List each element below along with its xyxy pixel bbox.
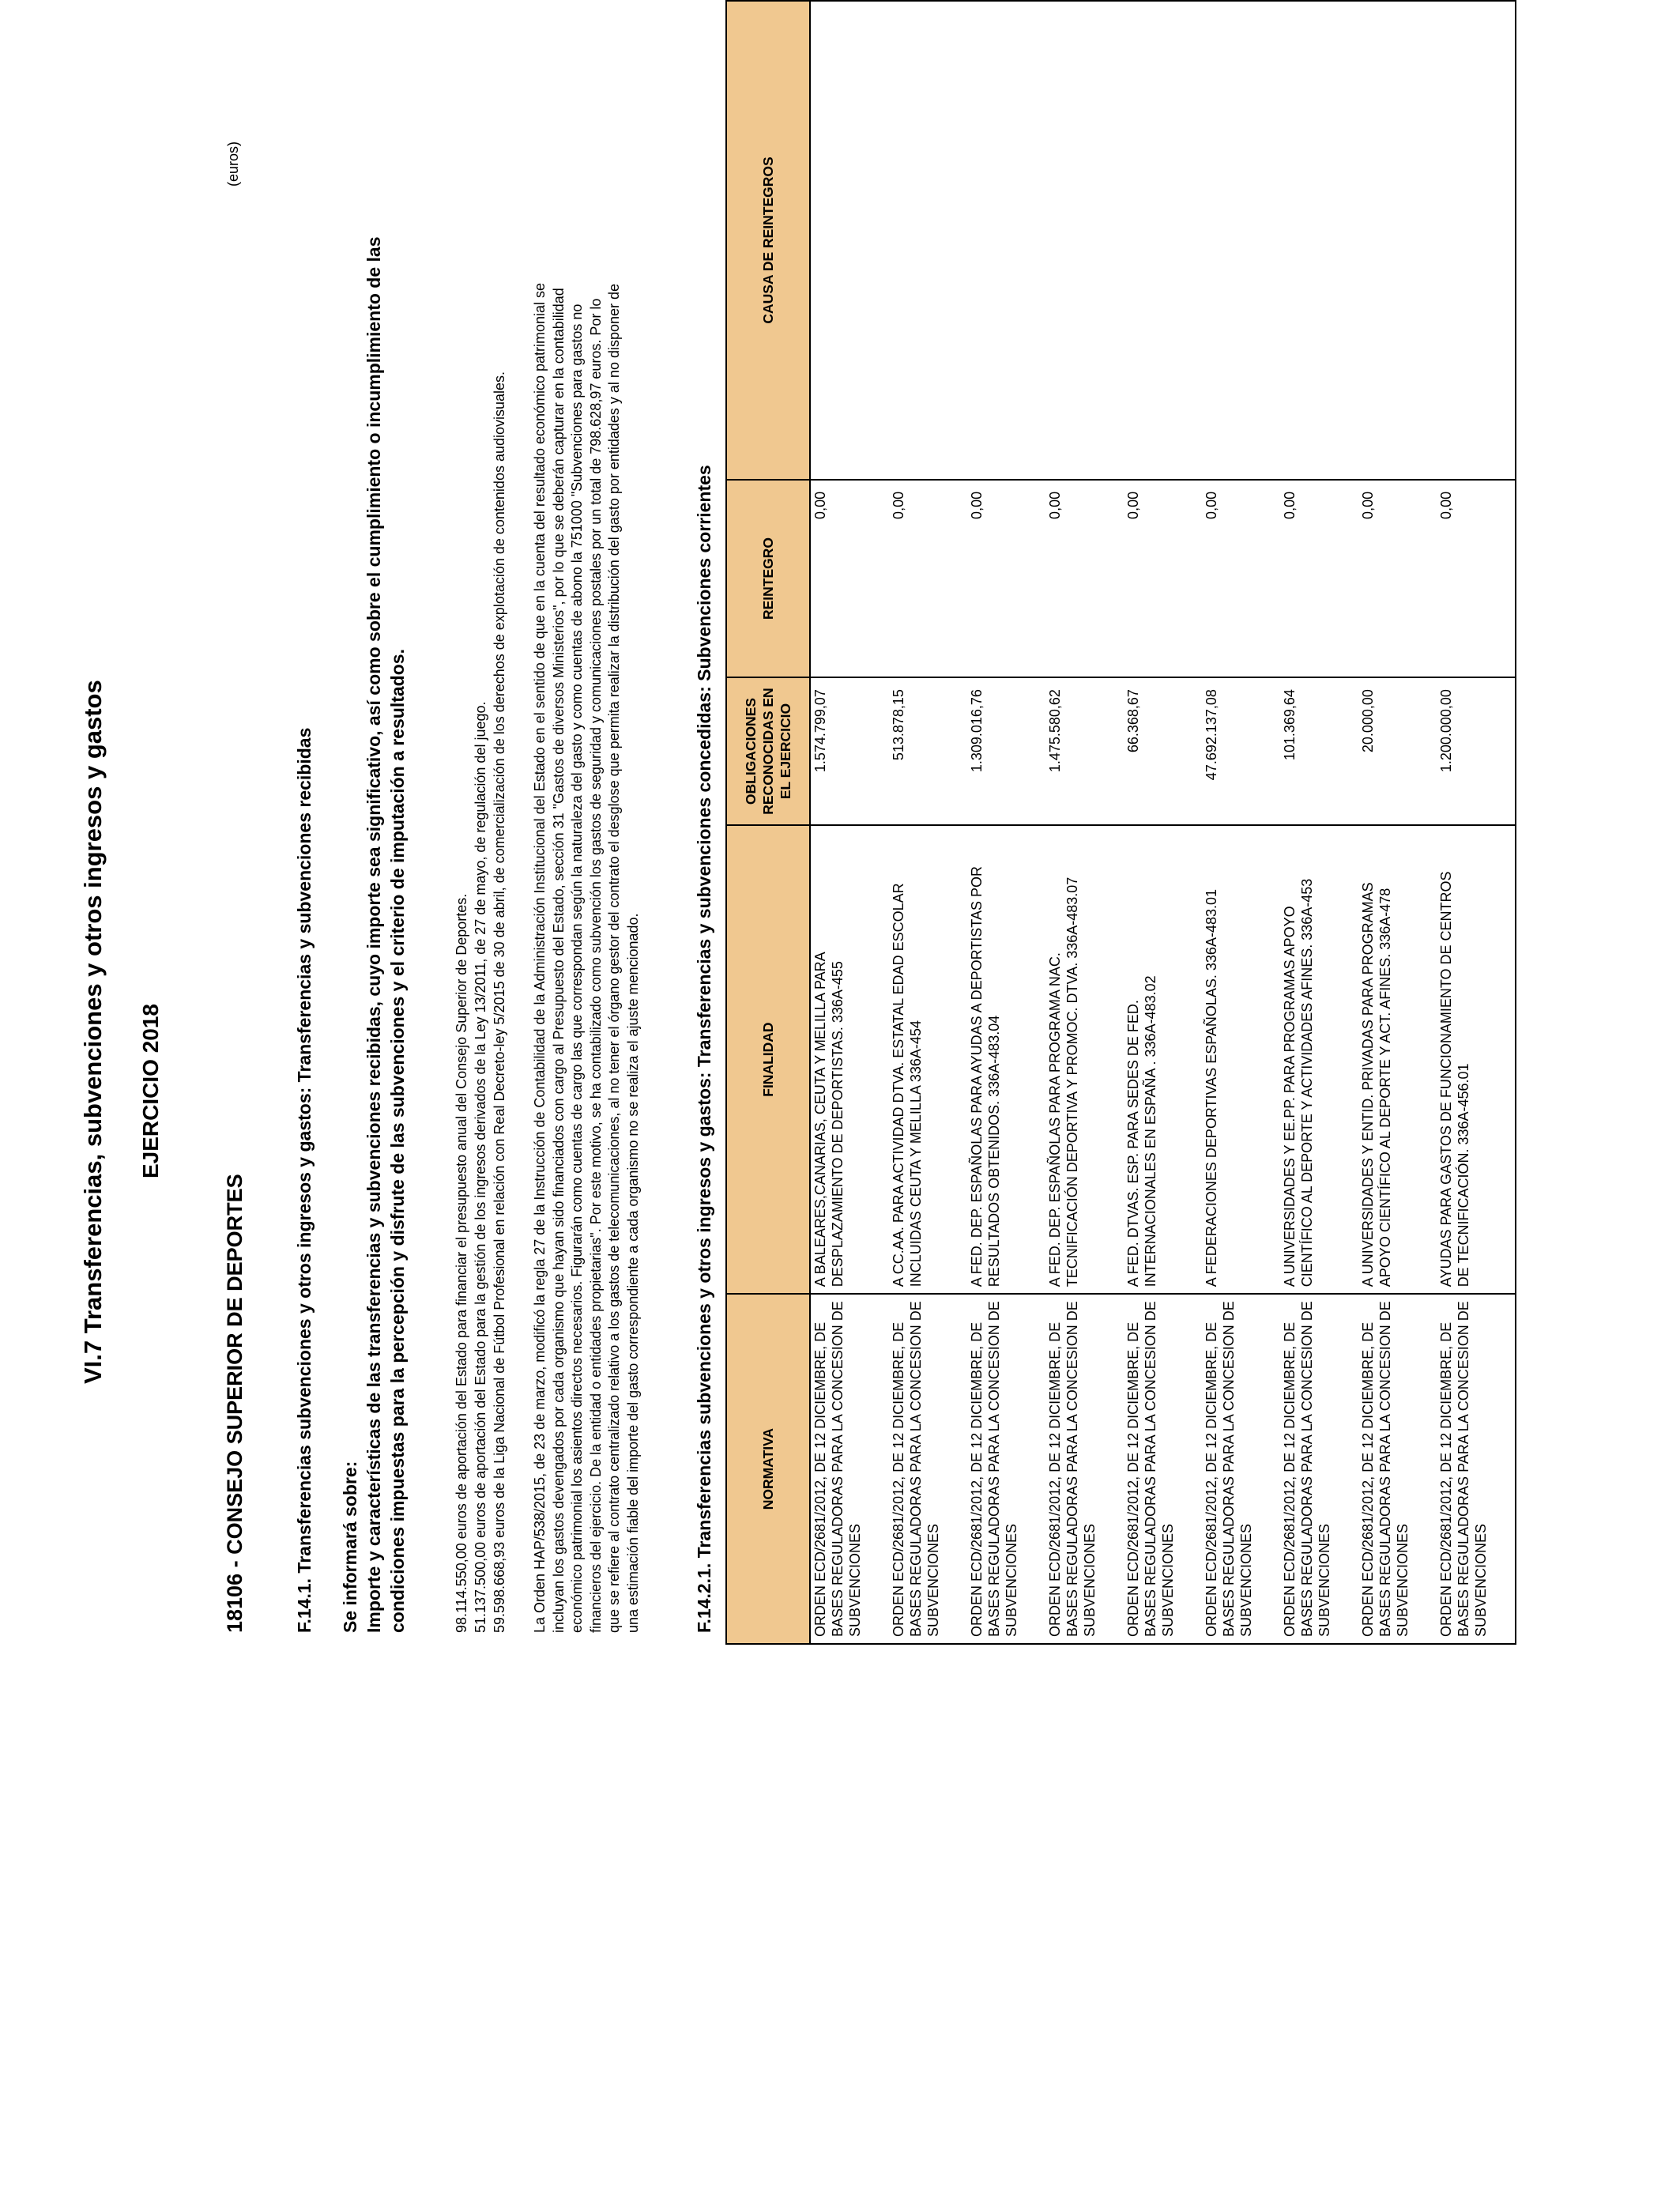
normativa-cell — [1437, 1294, 1516, 1644]
normativa-line: ORDEN ECD/2681/2012, DE 12 DICIEMBRE, DE — [1125, 1321, 1141, 1637]
normativa-line: BASES REGULADORAS PARA LA CONCESION DE — [986, 1301, 1002, 1637]
col-finalidad-header: FINALIDAD — [726, 825, 810, 1294]
reintegro-cell: 0,00 — [1280, 480, 1358, 677]
normativa-cell — [1202, 1294, 1280, 1644]
normativa-line: ORDEN ECD/2681/2012, DE 12 DICIEMBRE, DE — [812, 1321, 828, 1637]
inform-line: Importe y características de las transferencias y subvenciones recibidas, cuyo importe sea significativo, así como sobre el cumplimiento o incumplimiento de las — [363, 236, 384, 1633]
causa-cell — [1045, 1, 1124, 480]
finalidad-line: INCLUIDAS CEUTA Y MELILLA 336A-454 — [908, 1020, 924, 1287]
normativa-line: ORDEN ECD/2681/2012, DE 12 DICIEMBRE, DE — [1282, 1321, 1298, 1637]
causa-cell — [810, 1, 889, 480]
normativa-cell — [1124, 1294, 1202, 1644]
paragraph-line: financieros del ejercicio. De la entidad o entidades propietarias". Por este motivo, se ha contabilizado como subvención los gastos de seguridad y comunicaciones postales por un total de 798.628,97 euros. Por lo — [587, 298, 604, 1633]
normativa-line: BASES REGULADORAS PARA LA CONCESION DE — [1377, 1301, 1393, 1637]
causa-cell — [889, 1, 967, 480]
col-reintegro-header: REINTEGRO — [726, 480, 810, 677]
normativa-cell — [967, 1294, 1045, 1644]
causa-cell — [1280, 1, 1358, 480]
obligaciones-cell: 1.200.000,00 — [1437, 677, 1516, 825]
paragraph-line: La Orden HAP/538/2015, de 23 de marzo, modificó la regla 27 de la Instrucción de Contabilidad de la Administración Institucional del Estado en el sentido de que en la cuenta del resultado económico patrimonial se — [532, 282, 548, 1633]
normativa-line: SUBVENCIONES — [1395, 1523, 1411, 1637]
obligaciones-cell: 66.368,67 — [1124, 677, 1202, 825]
normativa-line: SUBVENCIONES — [1004, 1523, 1019, 1637]
finalidad-line: A FED. DTVAS. ESP. PARA SEDES DE FED. — [1125, 1000, 1141, 1287]
inform-line: condiciones impuestas para la percepción y disfrute de las subvenciones y el criterio de imputación a resultados. — [387, 649, 408, 1633]
normativa-line: BASES REGULADORAS PARA LA CONCESION DE — [908, 1301, 924, 1637]
col-obligaciones-header: OBLIGACIONES RECONOCIDAS EN EL EJERCICIO — [726, 677, 810, 825]
normativa-line: BASES REGULADORAS PARA LA CONCESION DE — [1221, 1301, 1237, 1637]
finalidad-cell — [1358, 825, 1437, 1294]
paragraph-line: una estimación fiable del importe del gasto correspondiente a cada organismo no se realiza el ajuste mencionado. — [624, 913, 641, 1633]
finalidad-line: DESPLAZAMIENTO DE DEPORTISTAS. 336A-455 — [830, 961, 846, 1287]
finalidad-line: A BALEARES,CANARIAS, CEUTA Y MELILLA PARA — [812, 952, 828, 1287]
table-row — [967, 1, 1045, 1644]
finalidad-line: INTERNACIONALES EN ESPAÑA . 336A-483.02 — [1143, 975, 1158, 1287]
reintegro-cell: 0,00 — [1202, 480, 1280, 677]
paragraph-line: que se refiere al contrato centralizado relativo a los gastos de telecomunicaciones, al no tener el órgano gestor del contrato el desglose que permita realizar la distribución del gasto por entidades y al no disponer de — [606, 283, 622, 1633]
normativa-line: ORDEN ECD/2681/2012, DE 12 DICIEMBRE, DE — [891, 1321, 906, 1637]
finalidad-cell — [1124, 825, 1202, 1294]
normativa-cell — [1045, 1294, 1124, 1644]
finalidad-line: AYUDAS PARA GASTOS DE FUNCIONAMIENTO DE CENTROS — [1438, 871, 1454, 1287]
normativa-line: BASES REGULADORAS PARA LA CONCESION DE — [1299, 1301, 1315, 1637]
normativa-line: ORDEN ECD/2681/2012, DE 12 DICIEMBRE, DE — [1360, 1321, 1376, 1637]
normativa-line: BASES REGULADORAS PARA LA CONCESION DE — [1143, 1301, 1158, 1637]
document-title: VI.7 Transferencias, subvenciones y otros ingresos y gastos — [79, 680, 107, 1384]
paragraph-line: incluyan los gastos devengados por cada organismo que hayan sido financiados con cargo al Presupuesto del Estado, sección 31 "Gastos de diversos Ministerios", por lo que se deberán capturar en la contabilidad — [550, 288, 567, 1633]
normativa-cell — [1280, 1294, 1358, 1644]
amounts-block — [452, 371, 509, 1633]
finalidad-cell — [1045, 825, 1124, 1294]
finalidad-cell — [1202, 825, 1280, 1294]
normativa-line: ORDEN ECD/2681/2012, DE 12 DICIEMBRE, DE — [1438, 1321, 1454, 1637]
finalidad-line: DE TECNIFICACIÓN. 336A-456.01 — [1456, 1063, 1471, 1287]
exercise-year: EJERCICIO 2018 — [138, 1004, 163, 1178]
inform-block — [338, 13, 409, 1633]
causa-cell — [1437, 1, 1516, 480]
normativa-line: SUBVENCIONES — [1473, 1523, 1489, 1637]
finalidad-cell — [1437, 825, 1516, 1294]
normativa-line: BASES REGULADORAS PARA LA CONCESION DE — [830, 1301, 846, 1637]
normativa-line: ORDEN ECD/2681/2012, DE 12 DICIEMBRE, DE — [1047, 1321, 1063, 1637]
finalidad-line: RESULTADOS OBTENIDOS. 336A-483.04 — [986, 1015, 1002, 1287]
finalidad-line: A FED. DEP. ESPAÑOLAS PARA AYUDAS A DEPORTISTAS POR — [969, 866, 985, 1287]
section-1421-title: F.14.2.1. Transferencias subvenciones y otros ingresos y gastos: Transferencias y subvenciones concedidas: Subvenciones corrientes — [694, 465, 714, 1633]
table-row — [1202, 1, 1280, 1644]
section-141-title: F.14.1. Transferencias subvenciones y otros ingresos y gastos: Transferencias y subvenciones recibidas — [294, 727, 315, 1633]
obligaciones-cell: 513.878,15 — [889, 677, 967, 825]
causa-cell — [1358, 1, 1437, 480]
entity-heading: 18106 - CONSEJO SUPERIOR DE DEPORTES — [223, 1174, 247, 1633]
amount-line: 51.137.500,00 euros de aportación del Estado para la gestión de los ingresos derivados de la Ley 13/2011, de 27 de mayo, de regulación del juego. — [473, 701, 488, 1633]
normativa-line: ORDEN ECD/2681/2012, DE 12 DICIEMBRE, DE — [969, 1321, 985, 1637]
obligaciones-cell: 47.692.137,08 — [1202, 677, 1280, 825]
col-normativa-header: NORMATIVA — [726, 1294, 810, 1644]
finalidad-cell — [967, 825, 1045, 1294]
normativa-line: SUBVENCIONES — [1317, 1523, 1332, 1637]
table-row — [1358, 1, 1437, 1644]
finalidad-cell — [1280, 825, 1358, 1294]
normativa-line: SUBVENCIONES — [925, 1523, 941, 1637]
reintegro-cell: 0,00 — [1124, 480, 1202, 677]
normativa-cell — [889, 1294, 967, 1644]
finalidad-line: A CC.AA. PARA ACTIVIDAD DTVA. ESTATAL EDAD ESCOLAR — [891, 883, 906, 1287]
finalidad-line: A FED. DEP. ESPAÑOLAS PARA PROGRAMA NAC. — [1047, 952, 1063, 1287]
finalidad-line: CIENTÍFICO AL DEPORTE Y ACTIVIDADES AFINES. 336A-453 — [1299, 878, 1315, 1287]
table-header-row — [726, 1, 810, 1644]
finalidad-line: A UNIVERSIDADES Y EE.PP. PARA PROGRAMAS APOYO — [1282, 906, 1298, 1287]
causa-cell — [967, 1, 1045, 480]
normativa-line: SUBVENCIONES — [1238, 1523, 1254, 1637]
reintegro-cell: 0,00 — [1045, 480, 1124, 677]
reintegro-cell: 0,00 — [889, 480, 967, 677]
explanatory-paragraph — [531, 5, 642, 1633]
inform-line: Se informará sobre: — [340, 1461, 360, 1633]
subsidies-table — [725, 0, 1516, 1645]
reintegro-cell: 0,00 — [967, 480, 1045, 677]
amount-line: 59.598.668,93 euros de la Liga Nacional de Fútbol Profesional en relación con Real Decreto-ley 5/2015 de 30 de abril, de comercialización de los derechos de explotación de contenidos audiovisuales. — [492, 371, 507, 1633]
finalidad-line: APOYO CIENTÍFICO AL DEPORTE Y ACT. AFINES. 336A-478 — [1377, 888, 1393, 1287]
paragraph-line: económico patrimonial los asientos directos necesarios. Figurarán como cuentas de cargo las que correspondan según la naturaleza del gasto y como cuentas de abono la 751000 "Subvenciones para gastos no — [569, 303, 585, 1633]
table-row — [1437, 1, 1516, 1644]
table-row — [810, 1, 889, 1644]
obligaciones-cell: 1.309.016,76 — [967, 677, 1045, 825]
normativa-line: SUBVENCIONES — [1082, 1523, 1098, 1637]
currency-note: (euros) — [225, 141, 241, 187]
normativa-line: BASES REGULADORAS PARA LA CONCESION DE — [1456, 1301, 1471, 1637]
obligaciones-cell: 1.574.799,07 — [810, 677, 889, 825]
amount-line: 98.114.550,00 euros de aportación del Estado para financiar el presupuesto anual del Consejo Superior de Deportes. — [454, 893, 469, 1633]
reintegro-cell: 0,00 — [1358, 480, 1437, 677]
normativa-line: BASES REGULADORAS PARA LA CONCESION DE — [1064, 1301, 1080, 1637]
normativa-cell — [1358, 1294, 1437, 1644]
table-row — [889, 1, 967, 1644]
finalidad-line: A UNIVERSIDADES Y ENTID. PRIVADAS PARA PROGRAMAS — [1360, 882, 1376, 1287]
obligaciones-cell: 101.369,64 — [1280, 677, 1358, 825]
normativa-line: SUBVENCIONES — [847, 1523, 863, 1637]
table-row — [1124, 1, 1202, 1644]
col-causa-header: CAUSA DE REINTEGROS — [726, 1, 810, 480]
finalidad-cell — [810, 825, 889, 1294]
table-body — [810, 1, 1516, 1644]
table-row — [1280, 1, 1358, 1644]
normativa-cell — [810, 1294, 889, 1644]
reintegro-cell: 0,00 — [1437, 480, 1516, 677]
obligaciones-cell: 1.475.580,62 — [1045, 677, 1124, 825]
normativa-line: SUBVENCIONES — [1160, 1523, 1176, 1637]
causa-cell — [1124, 1, 1202, 480]
finalidad-cell — [889, 825, 967, 1294]
table-row — [1045, 1, 1124, 1644]
normativa-line: ORDEN ECD/2681/2012, DE 12 DICIEMBRE, DE — [1203, 1321, 1219, 1637]
finalidad-line: TECNIFICACIÓN DEPORTIVA Y PROMOC. DTVA. 336A-483.07 — [1064, 876, 1080, 1287]
obligaciones-cell: 20.000,00 — [1358, 677, 1437, 825]
causa-cell — [1202, 1, 1280, 480]
reintegro-cell: 0,00 — [810, 480, 889, 677]
finalidad-line: A FEDERACIONES DEPORTIVAS ESPAÑOLAS. 336A-483.01 — [1203, 889, 1219, 1287]
